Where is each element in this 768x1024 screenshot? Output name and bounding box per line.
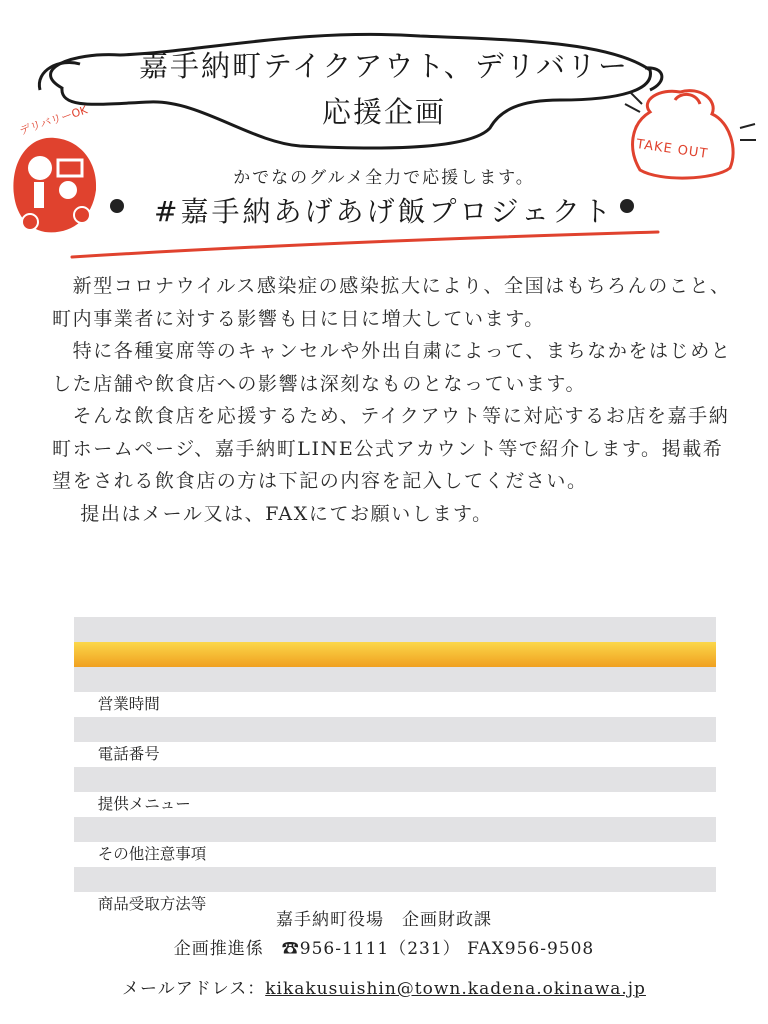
notes-label: その他注意事項: [97, 845, 207, 863]
form-row-hours[interactable]: [74, 667, 716, 713]
subtitle: かでなのグルメ全力で応援します。: [233, 168, 535, 188]
page-title-line-1: 嘉手納町テイクアウト、デリバリー: [139, 49, 629, 83]
intro-paragraph: 新型コロナウイルス感染症の感染拡大により、全国はもちろんのこと、町内事業者に対する影響も日に日に増大しています。: [52, 275, 731, 330]
form-row-address[interactable]: [74, 617, 716, 642]
form-row-payment[interactable]: [74, 692, 716, 717]
intro-paragraph: 特に各種宴席等のキャンセルや外出自粛によって、まちなかをはじめとした店舗や飲食店への影響は深刻なものとなっています。: [52, 340, 732, 395]
takeout-label: TAKE OUT: [635, 137, 710, 162]
menu-label: 提供メニュー: [97, 795, 191, 813]
form-row-pickup[interactable]: [74, 867, 716, 913]
form-row-shop-name[interactable]: [74, 592, 716, 617]
contact-info: 企画推進係 ☎956-1111（231） FAX956-9508: [173, 939, 595, 959]
phone-label: 電話番号: [97, 745, 160, 763]
intro-paragraph: 提出はメール又は、FAXにてお願いします。: [52, 502, 493, 525]
delivery-ok-label: デリバリーOK: [17, 103, 89, 138]
form-row-notes[interactable]: [74, 817, 716, 863]
intro-paragraph: そんな飲食店を応援するため、テイクアウト等に対応するお店を嘉手納町ホームページ、嘉手納町LINE公式アカウント等で紹介します。掲載希望をされる飲食店の方は下記の内容を記入してください。: [52, 405, 730, 492]
pickup-label: 商品受取方法等: [97, 895, 207, 913]
office-name: 嘉手納町役場 企画財政課: [276, 910, 492, 930]
mail-address-link[interactable]: kikakusuishin@town.kadena.okinawa.jp: [265, 979, 646, 999]
form-row-mail[interactable]: [74, 742, 716, 767]
red-underline: [72, 232, 658, 257]
page-title-line-2: 応援企画: [321, 95, 446, 129]
bullet-dot-right: [620, 199, 634, 213]
mail-address-label: メールアドレス：: [122, 979, 266, 999]
hashtag-title: #嘉手納あげあげ飯プロジェクト: [154, 195, 614, 228]
form-row-service-type[interactable]: [74, 642, 716, 667]
form-row-menu[interactable]: [74, 767, 716, 813]
hours-label: 営業時間: [97, 695, 160, 713]
application-form: [74, 592, 716, 913]
form-row-menu-cont[interactable]: [74, 792, 716, 817]
intro-text: [52, 270, 732, 530]
form-row-phone[interactable]: [74, 717, 716, 763]
mail-line: [0, 974, 768, 999]
form-row-notes-cont[interactable]: [74, 842, 716, 867]
